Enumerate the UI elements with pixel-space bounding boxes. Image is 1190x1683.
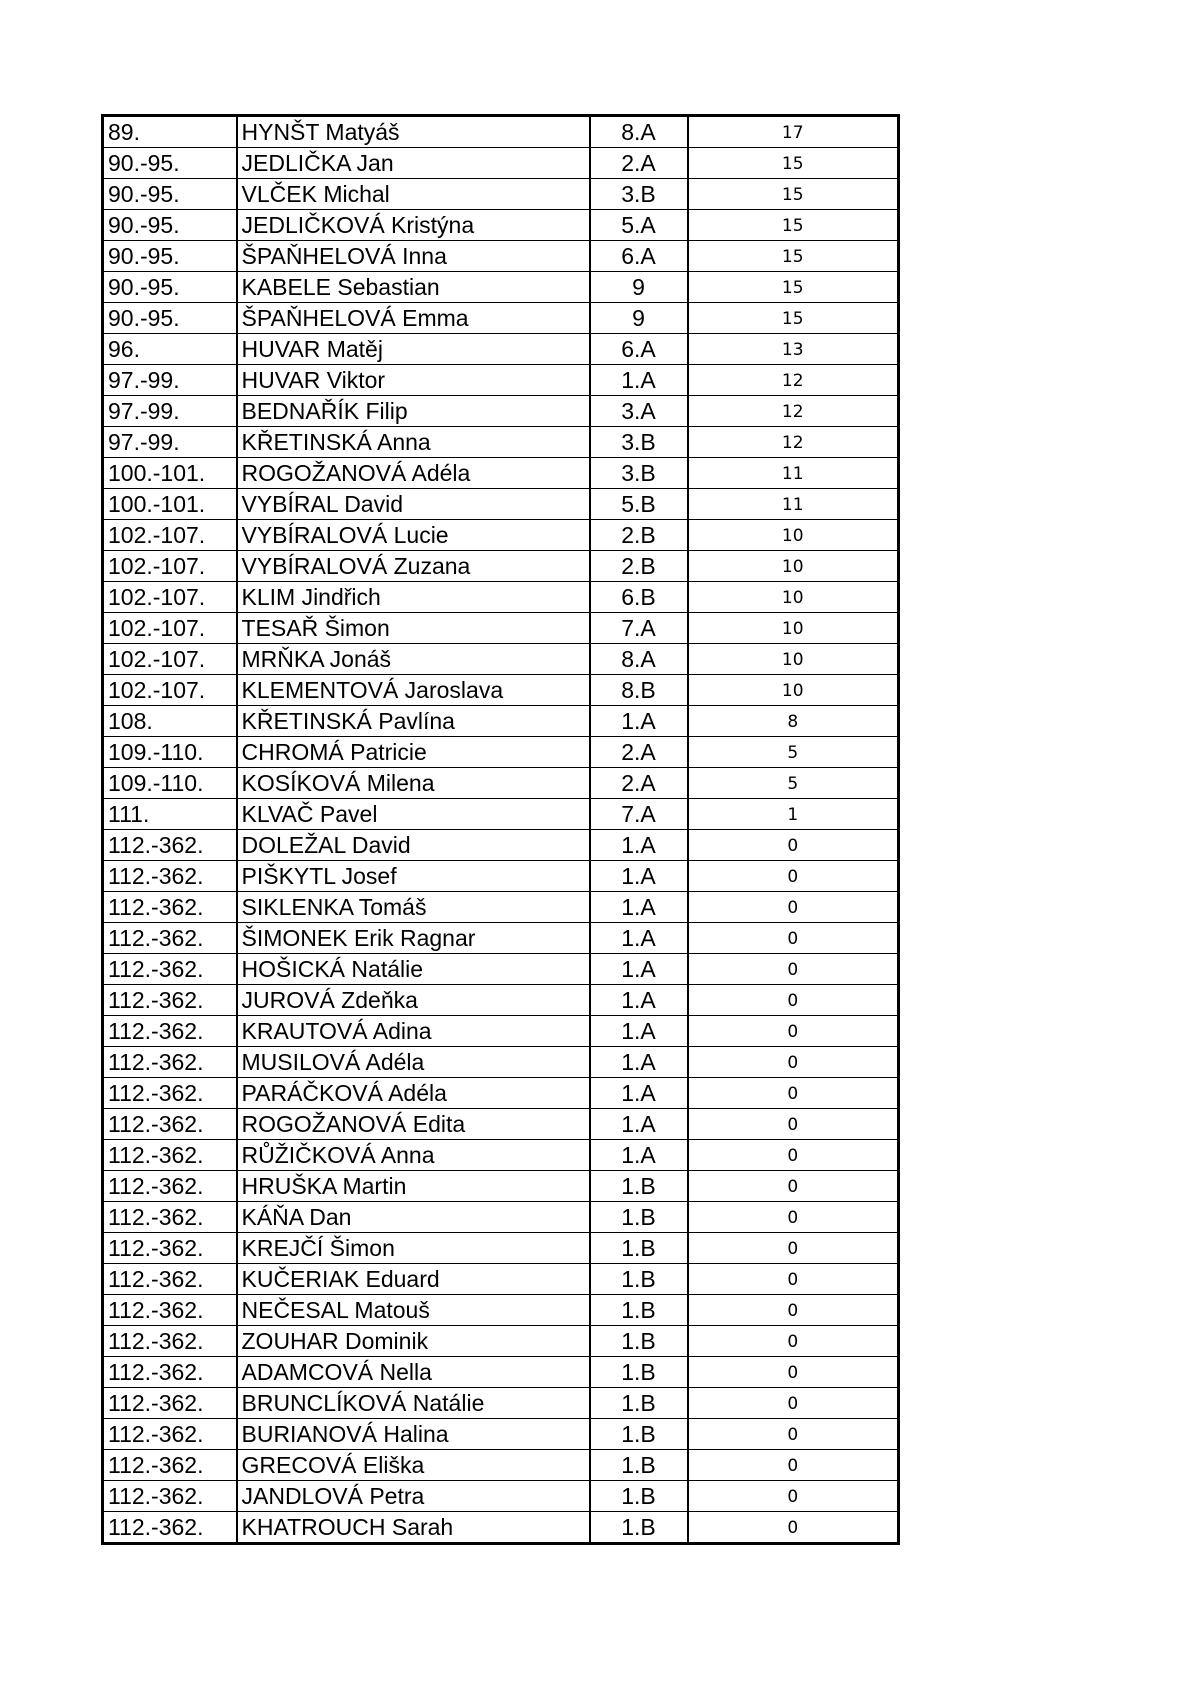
table-row xyxy=(103,365,899,396)
table-row xyxy=(103,520,899,551)
class-cell: 1.B xyxy=(590,1326,688,1357)
table-row xyxy=(103,148,899,179)
points-cell: 0 xyxy=(688,1295,899,1326)
rank-cell: 112.-362. xyxy=(103,892,237,923)
points-cell: 0 xyxy=(688,1326,899,1357)
class-cell: 1.B xyxy=(590,1512,688,1544)
class-cell: 2.B xyxy=(590,551,688,582)
points-cell: 12 xyxy=(688,427,899,458)
rank-cell: 112.-362. xyxy=(103,1512,237,1544)
rank-cell: 112.-362. xyxy=(103,1264,237,1295)
rank-cell: 112.-362. xyxy=(103,1202,237,1233)
name-cell: JEDLIČKOVÁ Kristýna xyxy=(237,210,590,241)
rank-cell: 112.-362. xyxy=(103,1450,237,1481)
class-cell: 1.A xyxy=(590,1016,688,1047)
points-cell: 10 xyxy=(688,675,899,706)
table-row xyxy=(103,1264,899,1295)
class-cell: 3.B xyxy=(590,179,688,210)
name-cell: GRECOVÁ Eliška xyxy=(237,1450,590,1481)
points-cell: 17 xyxy=(688,116,899,148)
name-cell: MUSILOVÁ Adéla xyxy=(237,1047,590,1078)
rank-cell: 112.-362. xyxy=(103,1295,237,1326)
points-cell: 13 xyxy=(688,334,899,365)
rank-cell: 90.-95. xyxy=(103,148,237,179)
class-cell: 7.A xyxy=(590,799,688,830)
rank-cell: 112.-362. xyxy=(103,1078,237,1109)
class-cell: 1.B xyxy=(590,1357,688,1388)
rank-cell: 111. xyxy=(103,799,237,830)
name-cell: SIKLENKA Tomáš xyxy=(237,892,590,923)
table-row xyxy=(103,179,899,210)
points-cell: 0 xyxy=(688,1171,899,1202)
class-cell: 9 xyxy=(590,272,688,303)
table-row xyxy=(103,1326,899,1357)
class-cell: 1.A xyxy=(590,830,688,861)
class-cell: 1.B xyxy=(590,1481,688,1512)
table-row xyxy=(103,1016,899,1047)
class-cell: 1.B xyxy=(590,1171,688,1202)
results-table xyxy=(101,114,900,1545)
points-cell: 0 xyxy=(688,830,899,861)
points-cell: 0 xyxy=(688,1264,899,1295)
name-cell: VLČEK Michal xyxy=(237,179,590,210)
points-cell: 0 xyxy=(688,1450,899,1481)
rank-cell: 112.-362. xyxy=(103,985,237,1016)
name-cell: HOŠICKÁ Natálie xyxy=(237,954,590,985)
class-cell: 2.A xyxy=(590,768,688,799)
name-cell: BEDNAŘÍK Filip xyxy=(237,396,590,427)
rank-cell: 112.-362. xyxy=(103,1388,237,1419)
name-cell: HYNŠT Matyáš xyxy=(237,116,590,148)
points-cell: 0 xyxy=(688,1419,899,1450)
class-cell: 6.B xyxy=(590,582,688,613)
rank-cell: 112.-362. xyxy=(103,830,237,861)
points-cell: 11 xyxy=(688,458,899,489)
points-cell: 10 xyxy=(688,582,899,613)
class-cell: 6.A xyxy=(590,334,688,365)
table-row xyxy=(103,799,899,830)
class-cell: 9 xyxy=(590,303,688,334)
table-row xyxy=(103,303,899,334)
points-cell: 15 xyxy=(688,210,899,241)
name-cell: CHROMÁ Patricie xyxy=(237,737,590,768)
class-cell: 1.A xyxy=(590,892,688,923)
class-cell: 6.A xyxy=(590,241,688,272)
table-row xyxy=(103,427,899,458)
points-cell: 10 xyxy=(688,551,899,582)
table-row xyxy=(103,241,899,272)
name-cell: JEDLIČKA Jan xyxy=(237,148,590,179)
points-cell: 0 xyxy=(688,954,899,985)
table-row xyxy=(103,892,899,923)
table-row xyxy=(103,334,899,365)
points-cell: 15 xyxy=(688,303,899,334)
rank-cell: 112.-362. xyxy=(103,1047,237,1078)
class-cell: 1.B xyxy=(590,1233,688,1264)
rank-cell: 112.-362. xyxy=(103,861,237,892)
name-cell: DOLEŽAL David xyxy=(237,830,590,861)
name-cell: PIŠKYTL Josef xyxy=(237,861,590,892)
table-row xyxy=(103,1450,899,1481)
points-cell: 0 xyxy=(688,985,899,1016)
name-cell: KLEMENTOVÁ Jaroslava xyxy=(237,675,590,706)
points-cell: 0 xyxy=(688,1202,899,1233)
table-row xyxy=(103,1078,899,1109)
rank-cell: 109.-110. xyxy=(103,768,237,799)
name-cell: KŘETINSKÁ Pavlína xyxy=(237,706,590,737)
points-cell: 0 xyxy=(688,1078,899,1109)
results-body xyxy=(103,116,899,1544)
name-cell: VYBÍRAL David xyxy=(237,489,590,520)
points-cell: 8 xyxy=(688,706,899,737)
rank-cell: 102.-107. xyxy=(103,520,237,551)
class-cell: 7.A xyxy=(590,613,688,644)
points-cell: 0 xyxy=(688,1016,899,1047)
rank-cell: 90.-95. xyxy=(103,272,237,303)
table-row xyxy=(103,1047,899,1078)
class-cell: 5.B xyxy=(590,489,688,520)
table-row xyxy=(103,923,899,954)
rank-cell: 100.-101. xyxy=(103,489,237,520)
class-cell: 1.A xyxy=(590,861,688,892)
rank-cell: 109.-110. xyxy=(103,737,237,768)
name-cell: HRUŠKA Martin xyxy=(237,1171,590,1202)
points-cell: 0 xyxy=(688,1109,899,1140)
name-cell: VYBÍRALOVÁ Lucie xyxy=(237,520,590,551)
rank-cell: 90.-95. xyxy=(103,210,237,241)
table-row xyxy=(103,1388,899,1419)
name-cell: ŠIMONEK Erik Ragnar xyxy=(237,923,590,954)
rank-cell: 96. xyxy=(103,334,237,365)
points-cell: 5 xyxy=(688,768,899,799)
name-cell: ŠPAŇHELOVÁ Emma xyxy=(237,303,590,334)
rank-cell: 112.-362. xyxy=(103,1016,237,1047)
name-cell: ŠPAŇHELOVÁ Inna xyxy=(237,241,590,272)
class-cell: 1.B xyxy=(590,1264,688,1295)
class-cell: 1.A xyxy=(590,365,688,396)
name-cell: PARÁČKOVÁ Adéla xyxy=(237,1078,590,1109)
name-cell: HUVAR Viktor xyxy=(237,365,590,396)
points-cell: 0 xyxy=(688,923,899,954)
points-cell: 15 xyxy=(688,241,899,272)
name-cell: KLIM Jindřich xyxy=(237,582,590,613)
points-cell: 10 xyxy=(688,520,899,551)
rank-cell: 100.-101. xyxy=(103,458,237,489)
class-cell: 3.B xyxy=(590,427,688,458)
points-cell: 0 xyxy=(688,1140,899,1171)
name-cell: KLVAČ Pavel xyxy=(237,799,590,830)
class-cell: 2.A xyxy=(590,148,688,179)
rank-cell: 102.-107. xyxy=(103,675,237,706)
rank-cell: 112.-362. xyxy=(103,1357,237,1388)
table-row xyxy=(103,582,899,613)
rank-cell: 112.-362. xyxy=(103,1171,237,1202)
rank-cell: 112.-362. xyxy=(103,1481,237,1512)
rank-cell: 112.-362. xyxy=(103,954,237,985)
points-cell: 10 xyxy=(688,644,899,675)
rank-cell: 97.-99. xyxy=(103,396,237,427)
rank-cell: 102.-107. xyxy=(103,613,237,644)
class-cell: 1.B xyxy=(590,1419,688,1450)
rank-cell: 112.-362. xyxy=(103,1140,237,1171)
table-row xyxy=(103,954,899,985)
table-row xyxy=(103,1233,899,1264)
class-cell: 1.A xyxy=(590,1140,688,1171)
table-row xyxy=(103,613,899,644)
points-cell: 0 xyxy=(688,1512,899,1544)
name-cell: KRAUTOVÁ Adina xyxy=(237,1016,590,1047)
name-cell: TESAŘ Šimon xyxy=(237,613,590,644)
table-row xyxy=(103,768,899,799)
table-row xyxy=(103,1295,899,1326)
class-cell: 1.B xyxy=(590,1388,688,1419)
table-row xyxy=(103,830,899,861)
table-row xyxy=(103,1512,899,1544)
name-cell: JANDLOVÁ Petra xyxy=(237,1481,590,1512)
table-row xyxy=(103,396,899,427)
table-row xyxy=(103,1202,899,1233)
table-row xyxy=(103,706,899,737)
class-cell: 1.B xyxy=(590,1202,688,1233)
table-row xyxy=(103,737,899,768)
table-row xyxy=(103,116,899,148)
table-row xyxy=(103,272,899,303)
points-cell: 11 xyxy=(688,489,899,520)
rank-cell: 90.-95. xyxy=(103,241,237,272)
class-cell: 2.A xyxy=(590,737,688,768)
table-row xyxy=(103,861,899,892)
table-row xyxy=(103,1140,899,1171)
name-cell: KUČERIAK Eduard xyxy=(237,1264,590,1295)
table-row xyxy=(103,458,899,489)
points-cell: 10 xyxy=(688,613,899,644)
rank-cell: 112.-362. xyxy=(103,1419,237,1450)
class-cell: 8.A xyxy=(590,644,688,675)
class-cell: 1.A xyxy=(590,985,688,1016)
table-row xyxy=(103,1109,899,1140)
table-row xyxy=(103,1481,899,1512)
points-cell: 12 xyxy=(688,396,899,427)
name-cell: VYBÍRALOVÁ Zuzana xyxy=(237,551,590,582)
class-cell: 1.A xyxy=(590,923,688,954)
name-cell: ZOUHAR Dominik xyxy=(237,1326,590,1357)
rank-cell: 112.-362. xyxy=(103,1326,237,1357)
rank-cell: 112.-362. xyxy=(103,1233,237,1264)
class-cell: 5.A xyxy=(590,210,688,241)
rank-cell: 97.-99. xyxy=(103,427,237,458)
class-cell: 1.A xyxy=(590,1078,688,1109)
points-cell: 0 xyxy=(688,1233,899,1264)
name-cell: RŮŽIČKOVÁ Anna xyxy=(237,1140,590,1171)
name-cell: MRŇKA Jonáš xyxy=(237,644,590,675)
class-cell: 3.B xyxy=(590,458,688,489)
rank-cell: 102.-107. xyxy=(103,582,237,613)
name-cell: ROGOŽANOVÁ Edita xyxy=(237,1109,590,1140)
name-cell: BURIANOVÁ Halina xyxy=(237,1419,590,1450)
rank-cell: 112.-362. xyxy=(103,1109,237,1140)
table-row xyxy=(103,210,899,241)
class-cell: 1.A xyxy=(590,706,688,737)
name-cell: JUROVÁ Zdeňka xyxy=(237,985,590,1016)
points-cell: 0 xyxy=(688,892,899,923)
points-cell: 0 xyxy=(688,1047,899,1078)
table-row xyxy=(103,489,899,520)
table-row xyxy=(103,985,899,1016)
name-cell: HUVAR Matěj xyxy=(237,334,590,365)
name-cell: KOSÍKOVÁ Milena xyxy=(237,768,590,799)
table-row xyxy=(103,1357,899,1388)
class-cell: 2.B xyxy=(590,520,688,551)
table-row xyxy=(103,1419,899,1450)
points-cell: 15 xyxy=(688,148,899,179)
name-cell: KABELE Sebastian xyxy=(237,272,590,303)
rank-cell: 108. xyxy=(103,706,237,737)
name-cell: ROGOŽANOVÁ Adéla xyxy=(237,458,590,489)
points-cell: 15 xyxy=(688,179,899,210)
rank-cell: 102.-107. xyxy=(103,644,237,675)
rank-cell: 97.-99. xyxy=(103,365,237,396)
name-cell: KREJČÍ Šimon xyxy=(237,1233,590,1264)
class-cell: 8.B xyxy=(590,675,688,706)
name-cell: KHATROUCH Sarah xyxy=(237,1512,590,1544)
table-row xyxy=(103,675,899,706)
name-cell: KÁŇA Dan xyxy=(237,1202,590,1233)
class-cell: 3.A xyxy=(590,396,688,427)
class-cell: 1.B xyxy=(590,1295,688,1326)
rank-cell: 90.-95. xyxy=(103,179,237,210)
rank-cell: 112.-362. xyxy=(103,923,237,954)
class-cell: 1.B xyxy=(590,1450,688,1481)
class-cell: 1.A xyxy=(590,1047,688,1078)
points-cell: 5 xyxy=(688,737,899,768)
name-cell: BRUNCLÍKOVÁ Natálie xyxy=(237,1388,590,1419)
rank-cell: 89. xyxy=(103,116,237,148)
rank-cell: 90.-95. xyxy=(103,303,237,334)
name-cell: ADAMCOVÁ Nella xyxy=(237,1357,590,1388)
points-cell: 15 xyxy=(688,272,899,303)
class-cell: 1.A xyxy=(590,1109,688,1140)
table-row xyxy=(103,551,899,582)
points-cell: 0 xyxy=(688,861,899,892)
class-cell: 1.A xyxy=(590,954,688,985)
points-cell: 0 xyxy=(688,1388,899,1419)
points-cell: 0 xyxy=(688,1481,899,1512)
table-row xyxy=(103,644,899,675)
points-cell: 12 xyxy=(688,365,899,396)
name-cell: NEČESAL Matouš xyxy=(237,1295,590,1326)
table-row xyxy=(103,1171,899,1202)
name-cell: KŘETINSKÁ Anna xyxy=(237,427,590,458)
points-cell: 0 xyxy=(688,1357,899,1388)
rank-cell: 102.-107. xyxy=(103,551,237,582)
points-cell: 1 xyxy=(688,799,899,830)
class-cell: 8.A xyxy=(590,116,688,148)
